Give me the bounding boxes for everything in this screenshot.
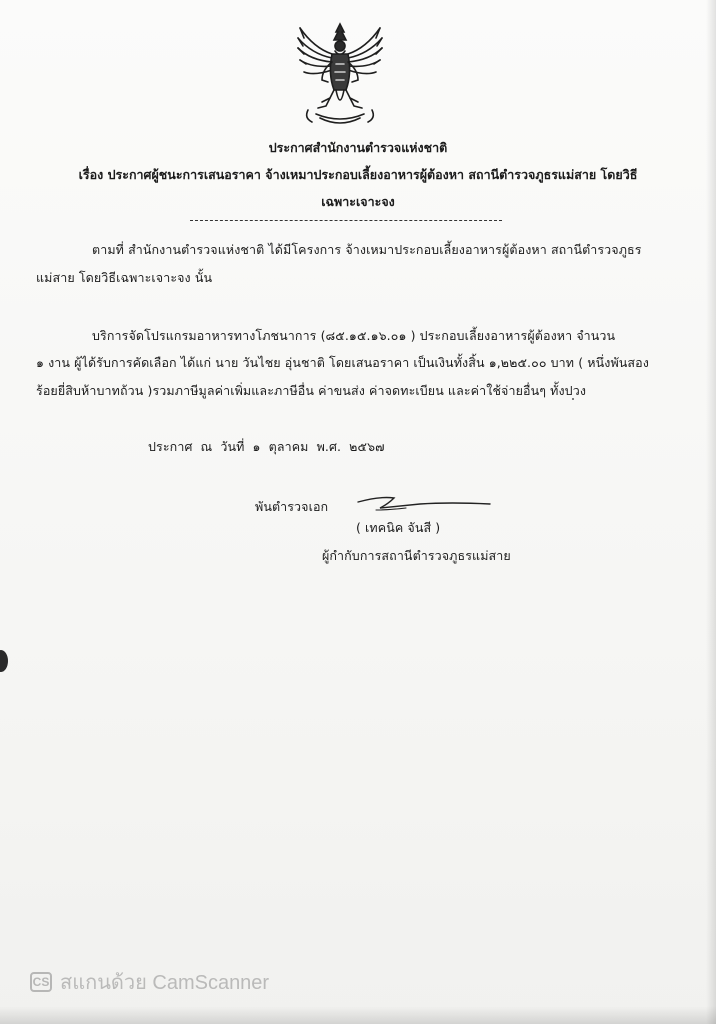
paragraph-2-line-3: ร้อยยี่สิบห้าบาทถ้วน )รวมภาษีมูลค่าเพิ่มและภาษีอื่น ค่าขนส่ง ค่าจดทะเบียน และค่าใช้จ่ายอื่นๆ ทั้งปวง (36, 383, 587, 398)
document-subject-continued: เฉพาะเจาะจง (321, 194, 395, 209)
scan-speck (572, 398, 574, 400)
signer-name: ( เทคนิค จันสี ) (356, 520, 441, 535)
paragraph-1-line-1: ตามที่ สำนักงานตำรวจแห่งชาติ ได้มีโครงการ จ้างเหมาประกอบเลี้ยงอาหารผู้ต้องหา สถานีตำรวจภูธร (92, 242, 642, 257)
document-title: ประกาศสำนักงานตำรวจแห่งชาติ (268, 140, 448, 155)
announcement-date: ประกาศ ณ วันที่ ๑ ตุลาคม พ.ศ. ๒๕๖๗ (148, 439, 385, 454)
camscanner-logo-icon: CS (30, 972, 52, 992)
document-subject: เรื่อง ประกาศผู้ชนะการเสนอราคา จ้างเหมาประกอบเลี้ยงอาหารผู้ต้องหา สถานีตำรวจภูธรแม่สาย โดยวิธี (78, 167, 638, 182)
heading-divider (190, 220, 502, 221)
paragraph-2-line-2: ๑ งาน ผู้ได้รับการคัดเลือก ได้แก่ นาย วันไชย อุ่นชาติ โดยเสนอราคา เป็นเงินทั้งสิ้น ๑,๒๒๕.๐๐ บาท ( หนึ่งพันสอง (36, 355, 649, 370)
page-edge-shadow (706, 0, 716, 1024)
signer-position: ผู้กำกับการสถานีตำรวจภูธรแม่สาย (322, 548, 511, 563)
garuda-emblem-icon (292, 18, 388, 130)
signer-rank: พันตำรวจเอก (255, 499, 329, 514)
paragraph-1-line-2: แม่สาย โดยวิธีเฉพาะเจาะจง นั้น (36, 270, 213, 285)
camscanner-watermark (30, 970, 269, 994)
paragraph-2-line-1: บริการจัดโปรแกรมอาหารทางโภชนาการ (๘๕.๑๕.๑๖.๐๑ ) ประกอบเลี้ยงอาหารผู้ต้องหา จำนวน (92, 328, 616, 343)
page-bottom-shadow (0, 1006, 716, 1024)
camscanner-text: สแกนด้วย CamScanner (60, 972, 270, 994)
